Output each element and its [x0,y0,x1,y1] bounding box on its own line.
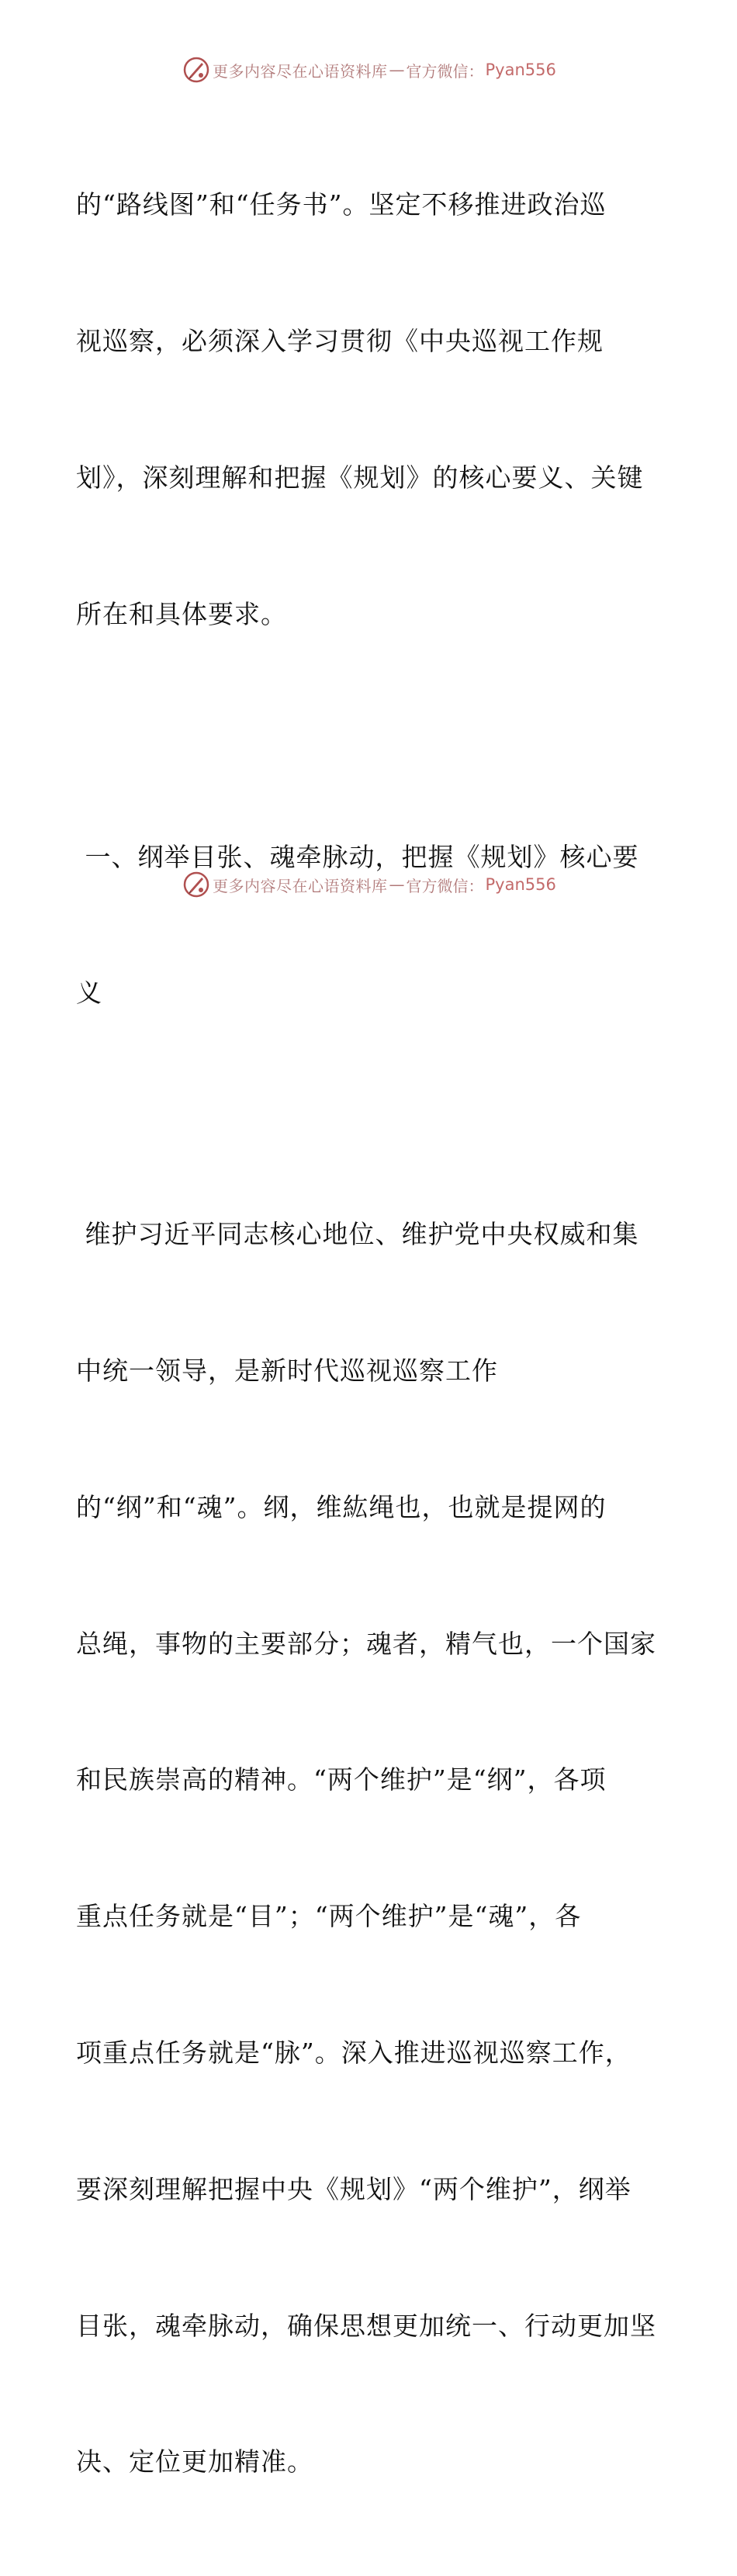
text-line: 视巡察，必须深入学习贯彻《中央巡视工作规 [76,325,604,356]
text-line: 和民族崇高的精神。“两个维护”是“纲”，各项 [76,1764,607,1795]
text-line: 总绳，事物的主要部分；魂者，精气也，一个国家 [76,1628,656,1659]
document-body [76,92,666,2576]
section-heading [76,743,666,1107]
text-line: 目张，魂牵脉动，确保思想更加统一、行动更加坚 [76,2310,656,2341]
heading-line: 义 [76,978,102,1009]
watermark-text: 更多内容尽在心语资料库 [213,61,388,81]
quill-logo-icon [183,57,209,83]
heading-line: 一、纲举目张、魂牵脉动，把握《规划》核心要 [76,841,639,872]
watermark-wechat-id: Pyan556 [485,875,556,894]
text-line: 重点任务就是“目”；“两个维护”是“魂”，各 [76,1901,582,1932]
quill-logo-icon [183,871,209,898]
text-line: 要深刻理解把握中央《规划》“两个维护”，纲举 [76,2173,631,2204]
watermark-wechat-label: 官方微信： [406,61,484,81]
text-line: 项重点任务就是“脉”。深入推进巡视巡察工作， [76,2037,631,2068]
text-line: 的“路线图”和“任务书”。坚定不移推进政治巡 [76,189,607,220]
header-watermark [183,56,556,84]
watermark-separator: — [389,875,405,894]
text-line: 所在和具体要求。 [76,598,287,629]
paragraph-intro [76,92,666,728]
watermark-text: 更多内容尽在心语资料库 [213,876,388,895]
footer-watermark [183,871,556,898]
text-line: 中统一领导，是新时代巡视巡察工作 [76,1356,498,1387]
text-line: 决、定位更加精准。 [76,2446,313,2477]
watermark-separator: — [389,61,405,79]
text-line: 维护习近平同志核心地位、维护党中央权威和集 [76,1219,639,1250]
paragraph-body [76,1121,666,2576]
text-line: 的“纲”和“魂”。纲，维紘绳也，也就是提网的 [76,1491,607,1522]
watermark-wechat-label: 官方微信： [406,876,484,895]
watermark-wechat-id: Pyan556 [485,61,556,79]
text-line: 划》，深刻理解和把握《规划》的核心要义、关键 [76,462,644,493]
